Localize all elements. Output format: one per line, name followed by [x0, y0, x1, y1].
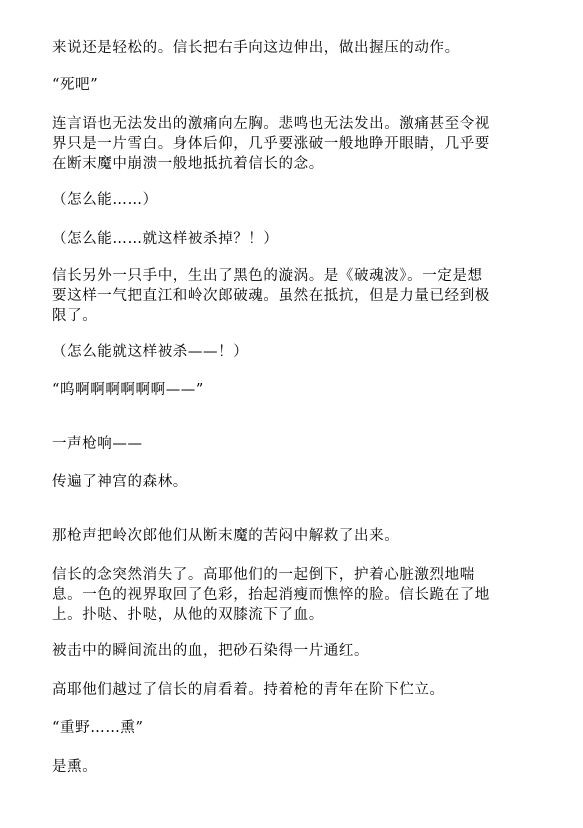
text-line: （怎么能……）: [52, 192, 158, 208]
text-line: 限了。: [52, 308, 98, 324]
paragraph-7: [52, 342, 542, 362]
paragraph-4: [52, 190, 542, 210]
paragraph-16: [52, 757, 542, 777]
paragraph-12: [52, 565, 542, 625]
paragraph-6: [52, 266, 542, 326]
paragraph-9: [52, 434, 542, 454]
text-line: 上。扑哒、扑哒，从他的双膝流下了血。: [52, 607, 324, 623]
text-line: 信长的念突然消失了。高耶他们的一起倒下，护着心脏激烈地喘: [52, 567, 475, 583]
text-line: （怎么能就这样被杀——！）: [52, 344, 249, 360]
text-line: 传遍了神宫的森林。: [52, 474, 188, 490]
paragraph-11: [52, 526, 542, 546]
text-line: 来说还是轻松的。信长把右手向这边伸出，做出握压的动作。: [52, 40, 460, 56]
text-line: 一声枪响——: [52, 436, 143, 452]
paragraph-14: [52, 680, 542, 700]
text-line: 界只是一片雪白。身体后仰，几乎要涨破一般地睁开眼睛，几乎要: [52, 136, 490, 152]
text-line: 连言语也无法发出的激痛向左胸。悲鸣也无法发出。激痛甚至令视: [52, 116, 490, 132]
text-line: 是熏。: [52, 759, 98, 775]
text-line: “死吧”: [52, 77, 99, 93]
text-line: 高耶他们越过了信长的肩看着。持着枪的青年在阶下伫立。: [52, 682, 445, 698]
text-line: “呜啊啊啊啊啊啊——”: [52, 382, 204, 398]
text-line: “重野……熏”: [52, 720, 144, 736]
text-line: （怎么能……就这样被杀掉？！）: [52, 231, 279, 247]
text-line: 被击中的瞬间流出的血，把砂石染得一片通红。: [52, 643, 370, 659]
paragraph-2: [52, 75, 542, 95]
text-line: 那枪声把岭次郎他们从断末魔的苦闷中解救了出来。: [52, 528, 400, 544]
paragraph-13: [52, 641, 542, 661]
text-line: 要这样一气把直江和岭次郎破魂。虽然在抵抗，但是力量已经到极: [52, 288, 490, 304]
text-line: 信长另外一只手中，生出了黑色的漩涡。是《破魂波》。一定是想: [52, 268, 483, 284]
paragraph-10: [52, 472, 542, 492]
paragraph-3: [52, 114, 542, 174]
text-line: 在断末魔中崩溃一般地抵抗着信长的念。: [52, 156, 324, 172]
paragraph-5: [52, 229, 542, 249]
paragraph-15: [52, 718, 542, 738]
text-line: 息。一色的视界取回了色彩，抬起消瘦而憔悴的脸。信长跪在了地: [52, 587, 490, 603]
paragraph-8: [52, 380, 542, 400]
paragraph-1: [52, 38, 542, 58]
